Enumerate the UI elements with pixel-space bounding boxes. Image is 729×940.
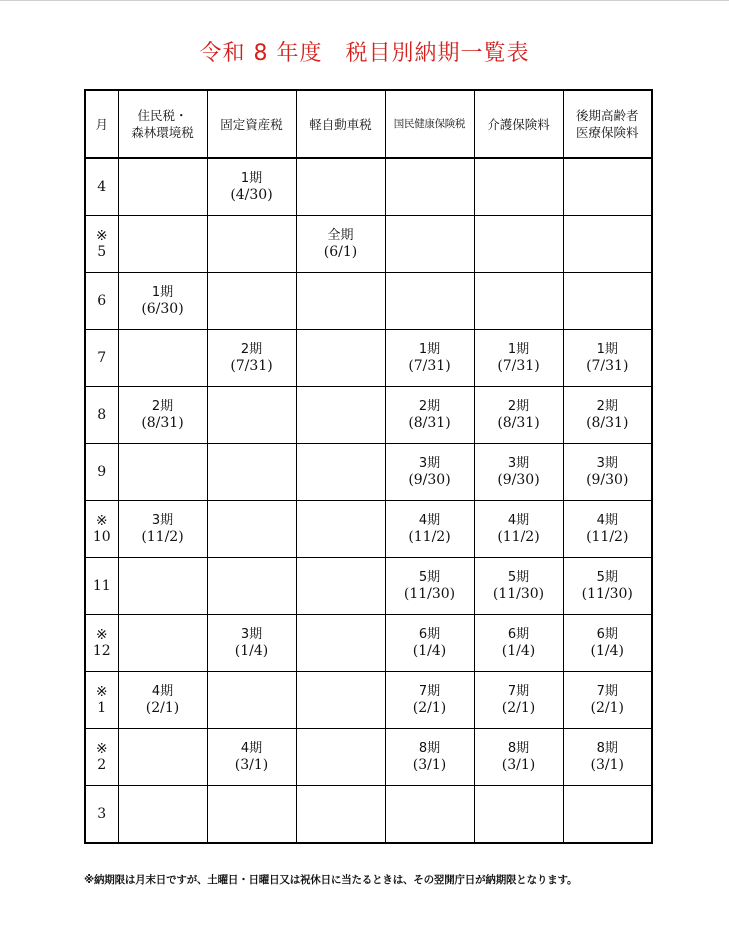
month-cell: [85, 444, 118, 501]
month-label: 6: [97, 293, 107, 309]
installment-label: 7期: [596, 684, 618, 699]
month-label: 7: [97, 350, 107, 366]
page-title: 令和 8 年度 税目別納期一覧表: [199, 41, 530, 66]
holiday-mark: ※: [95, 228, 108, 244]
installment-label: 1期: [151, 285, 174, 300]
month-cell: [85, 216, 118, 273]
installment-label: 1期: [418, 342, 441, 357]
cell-nhi-tax: [385, 786, 474, 844]
cell-light-vehicle-tax: [296, 444, 385, 501]
month-cell: [85, 501, 118, 558]
header-light-vehicle-tax: 軽自動車税: [296, 90, 385, 158]
installment-label: 6期: [418, 627, 441, 642]
month-label: 1: [97, 700, 107, 716]
month-cell: [85, 330, 118, 387]
month-cell: [85, 786, 118, 844]
cell-care-insurance: [474, 444, 563, 501]
cell-light-vehicle-tax: [296, 729, 385, 786]
due-date: (6/1): [323, 244, 358, 260]
header-row: [85, 90, 652, 158]
month-cell: [85, 387, 118, 444]
cell-property-tax: [207, 786, 296, 844]
installment-label: 2期: [418, 399, 441, 414]
cell-care-insurance: [474, 501, 563, 558]
month-label: 4: [97, 179, 107, 195]
due-date: (8/31): [408, 415, 451, 431]
table-row: [85, 615, 652, 672]
due-date: (11/2): [408, 529, 451, 545]
due-date: (8/31): [141, 415, 184, 431]
cell-resident-tax: [118, 216, 207, 273]
installment-label: 8期: [507, 741, 530, 756]
installment-label: 2期: [240, 342, 263, 357]
due-date: (2/1): [145, 700, 180, 716]
cell-nhi-tax: [385, 330, 474, 387]
due-date: (3/1): [412, 757, 447, 773]
cell-care-insurance: [474, 729, 563, 786]
installment-label: 4期: [596, 513, 618, 528]
cell-elderly-insurance: [563, 501, 652, 558]
month-cell: [85, 558, 118, 615]
due-date: (3/1): [501, 757, 536, 773]
cell-nhi-tax: [385, 158, 474, 216]
table-row: [85, 729, 652, 786]
cell-property-tax: [207, 273, 296, 330]
header-elderly-insurance: 後期高齢者 医療保険料: [563, 90, 652, 158]
installment-label: 1期: [596, 342, 618, 357]
cell-care-insurance: [474, 558, 563, 615]
due-date: (2/1): [412, 700, 447, 716]
month-label: 3: [97, 806, 107, 822]
installment-label: 3期: [507, 456, 530, 471]
month-label: 11: [92, 578, 111, 594]
installment-label: 5期: [507, 570, 530, 585]
cell-nhi-tax: [385, 444, 474, 501]
cell-property-tax: [207, 615, 296, 672]
cell-elderly-insurance: [563, 216, 652, 273]
cell-care-insurance: [474, 672, 563, 729]
cell-elderly-insurance: [563, 273, 652, 330]
cell-resident-tax: [118, 672, 207, 729]
cell-elderly-insurance: [563, 672, 652, 729]
installment-label: 6期: [596, 627, 618, 642]
month-cell: [85, 672, 118, 729]
cell-resident-tax: [118, 444, 207, 501]
cell-elderly-insurance: [563, 786, 652, 844]
cell-care-insurance: [474, 387, 563, 444]
cell-care-insurance: [474, 330, 563, 387]
installment-label: 2期: [151, 399, 174, 414]
month-label: 8: [97, 407, 107, 423]
cell-property-tax: [207, 216, 296, 273]
table-row: [85, 444, 652, 501]
due-date: (1/4): [590, 643, 624, 659]
installment-label: 全期: [327, 228, 354, 243]
month-cell: [85, 273, 118, 330]
installment-label: 7期: [418, 684, 441, 699]
due-date: (1/4): [412, 643, 447, 659]
due-date: (7/31): [230, 358, 273, 374]
cell-resident-tax: [118, 558, 207, 615]
month-cell: [85, 158, 118, 216]
cell-property-tax: [207, 558, 296, 615]
cell-care-insurance: [474, 216, 563, 273]
holiday-mark: ※: [95, 513, 108, 529]
due-date: (3/1): [590, 757, 624, 773]
installment-label: 3期: [151, 513, 174, 528]
cell-light-vehicle-tax: [296, 158, 385, 216]
cell-elderly-insurance: [563, 330, 652, 387]
due-date: (9/30): [408, 472, 451, 488]
due-date: (2/1): [590, 700, 624, 716]
tax-schedule-table: [84, 89, 653, 844]
cell-nhi-tax: [385, 615, 474, 672]
table-row: [85, 786, 652, 844]
cell-resident-tax: [118, 501, 207, 558]
cell-elderly-insurance: [563, 558, 652, 615]
schedule-body: [85, 158, 652, 843]
due-date: (8/31): [586, 415, 629, 431]
header-property-tax: 固定資産税: [207, 90, 296, 158]
cell-light-vehicle-tax: [296, 558, 385, 615]
cell-resident-tax: [118, 729, 207, 786]
cell-care-insurance: [474, 786, 563, 844]
due-date: (2/1): [501, 700, 536, 716]
cell-nhi-tax: [385, 387, 474, 444]
month-label: 10: [92, 529, 111, 545]
installment-label: 6期: [507, 627, 530, 642]
due-date: (1/4): [501, 643, 536, 659]
cell-nhi-tax: [385, 672, 474, 729]
cell-care-insurance: [474, 273, 563, 330]
header-month: 月: [85, 90, 118, 158]
due-date: (7/31): [497, 358, 540, 374]
due-date: (11/30): [403, 586, 456, 602]
due-date: (7/31): [586, 358, 629, 374]
due-date: (11/30): [581, 586, 633, 602]
due-date: (6/30): [141, 301, 184, 317]
installment-label: 3期: [240, 627, 263, 642]
cell-care-insurance: [474, 615, 563, 672]
cell-property-tax: [207, 672, 296, 729]
month-label: 2: [97, 757, 107, 773]
installment-label: 4期: [418, 513, 441, 528]
cell-light-vehicle-tax: [296, 672, 385, 729]
cell-light-vehicle-tax: [296, 387, 385, 444]
table-row: [85, 387, 652, 444]
cell-nhi-tax: [385, 501, 474, 558]
cell-light-vehicle-tax: [296, 501, 385, 558]
cell-resident-tax: [118, 273, 207, 330]
cell-elderly-insurance: [563, 615, 652, 672]
installment-label: 7期: [507, 684, 530, 699]
installment-label: 2期: [507, 399, 530, 414]
cell-elderly-insurance: [563, 387, 652, 444]
month-cell: [85, 615, 118, 672]
month-label: 9: [97, 464, 107, 480]
footnote: ※納期限は月末日ですが、土曜日・日曜日又は祝休日に当たるときは、その翌開庁日が納期限となります。: [84, 874, 578, 886]
installment-label: 3期: [596, 456, 618, 471]
table-row: [85, 672, 652, 729]
installment-label: 1期: [507, 342, 530, 357]
holiday-mark: ※: [95, 627, 108, 643]
cell-nhi-tax: [385, 273, 474, 330]
cell-nhi-tax: [385, 729, 474, 786]
cell-resident-tax: [118, 158, 207, 216]
cell-property-tax: [207, 501, 296, 558]
cell-property-tax: [207, 729, 296, 786]
due-date: (3/1): [234, 757, 269, 773]
table-row: [85, 558, 652, 615]
due-date: (11/2): [586, 529, 629, 545]
due-date: (9/30): [586, 472, 629, 488]
due-date: (9/30): [497, 472, 540, 488]
cell-nhi-tax: [385, 216, 474, 273]
cell-light-vehicle-tax: [296, 615, 385, 672]
table-row: [85, 330, 652, 387]
cell-light-vehicle-tax: [296, 216, 385, 273]
installment-label: 5期: [418, 570, 441, 585]
table-row: [85, 216, 652, 273]
table-row: [85, 273, 652, 330]
header-care-insurance: 介護保険料: [474, 90, 563, 158]
cell-resident-tax: [118, 330, 207, 387]
installment-label: 5期: [596, 570, 618, 585]
installment-label: 3期: [418, 456, 441, 471]
holiday-mark: ※: [95, 684, 108, 700]
cell-property-tax: [207, 330, 296, 387]
installment-label: 1期: [240, 171, 263, 186]
month-label: 5: [97, 244, 107, 260]
due-date: (4/30): [230, 187, 273, 203]
due-date: (11/2): [497, 529, 540, 545]
installment-label: 4期: [240, 741, 263, 756]
cell-light-vehicle-tax: [296, 273, 385, 330]
cell-elderly-insurance: [563, 729, 652, 786]
installment-label: 2期: [596, 399, 618, 414]
due-date: (7/31): [408, 358, 451, 374]
cell-property-tax: [207, 158, 296, 216]
page-top-border: [0, 0, 729, 1]
installment-label: 4期: [507, 513, 530, 528]
due-date: (8/31): [497, 415, 540, 431]
cell-property-tax: [207, 387, 296, 444]
cell-elderly-insurance: [563, 158, 652, 216]
cell-property-tax: [207, 444, 296, 501]
month-cell: [85, 729, 118, 786]
installment-label: 4期: [151, 684, 174, 699]
installment-label: 8期: [596, 741, 618, 756]
due-date: (11/2): [141, 529, 184, 545]
cell-nhi-tax: [385, 558, 474, 615]
table-row: [85, 158, 652, 216]
cell-light-vehicle-tax: [296, 786, 385, 844]
due-date: (11/30): [492, 586, 545, 602]
holiday-mark: ※: [95, 741, 108, 757]
cell-resident-tax: [118, 387, 207, 444]
table-row: [85, 501, 652, 558]
header-nhi-tax: 国民健康保険税: [385, 90, 474, 158]
cell-elderly-insurance: [563, 444, 652, 501]
header-resident-tax: 住民税・ 森林環境税: [118, 90, 207, 158]
cell-resident-tax: [118, 786, 207, 844]
installment-label: 8期: [418, 741, 441, 756]
cell-resident-tax: [118, 615, 207, 672]
cell-care-insurance: [474, 158, 563, 216]
due-date: (1/4): [234, 643, 269, 659]
cell-light-vehicle-tax: [296, 330, 385, 387]
month-label: 12: [92, 643, 111, 659]
